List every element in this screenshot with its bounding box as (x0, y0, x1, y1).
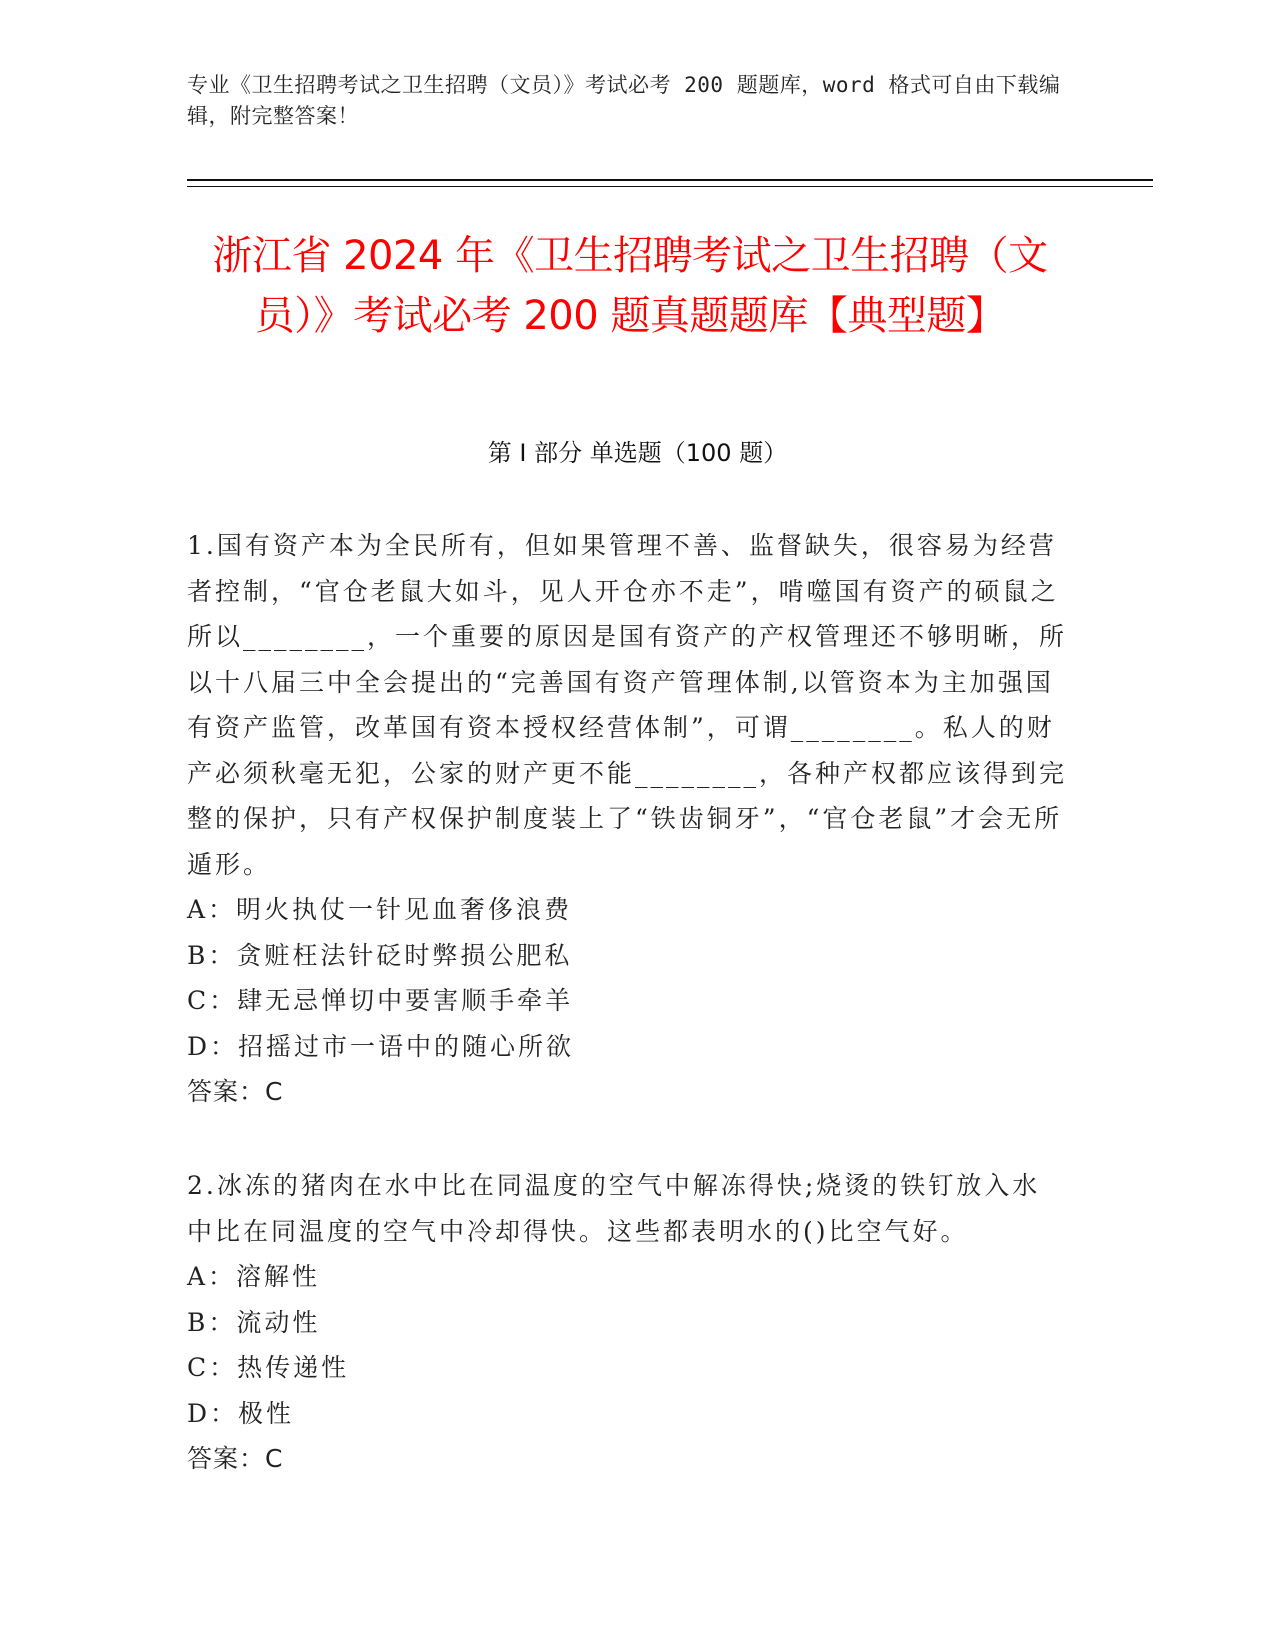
option-c: C：热传递性 (187, 1353, 350, 1382)
option-a: A：明火执仗一针见血奢侈浪费 (187, 895, 573, 924)
option-d: D：极性 (187, 1398, 295, 1428)
question-stem: 1.国有资产本为全民所有，但如果管理不善、监督缺失，很容易为经营者控制，“官仓老鼠大如斗，见人开仓亦不走”，啃噬国有资产的硕鼠之所以________，一个重要的原因是国有资产的产权管理还不够明晰，所以十八届三中全会提出的“完善国有资产管理体制,以管资本为主加强国有资产监管，改革国有资本授权经营体制”，可谓________。私人的财产必须秋毫无犯，公家的财产更不能________，各种产权都应该得到完整的保护，只有产权保护制度装上了“铁齿铜牙”，“官仓老鼠”才会无所遁形。 (187, 531, 1068, 879)
option-c: C：肆无忌惮切中要害顺手牵羊 (187, 986, 574, 1015)
option-b: B：贪赃枉法针砭时弊损公肥私 (187, 940, 573, 970)
question-stem: 2.冰冻的猪肉在水中比在同温度的空气中解冻得快;烧烫的铁钉放入水中比在同温度的空气中冷却得快。这些都表明水的()比空气好。 (187, 1171, 1041, 1246)
header-divider-thin (187, 186, 1153, 187)
header-note: 专业《卫生招聘考试之卫生招聘（文员）》考试必考 200 题题库，word 格式可自由下载编辑，附完整答案！ (187, 73, 1061, 128)
header-divider-thick (187, 179, 1153, 181)
answer: 答案：C (187, 1444, 284, 1473)
option-b: B：流动性 (187, 1307, 321, 1337)
question-1 (187, 523, 1067, 1115)
answer: 答案：C (187, 1077, 284, 1106)
document-title: 浙江省 2024 年《卫生招聘考试之卫生招聘（文员）》考试必考 200 题真题题库【典型题】 (212, 233, 1048, 339)
question-2 (187, 1163, 1067, 1482)
option-d: D：招摇过市一语中的随心所欲 (187, 1031, 575, 1061)
section-heading: 第 I 部分 单选题（100 题） (487, 439, 788, 467)
option-a: A：溶解性 (187, 1262, 321, 1291)
